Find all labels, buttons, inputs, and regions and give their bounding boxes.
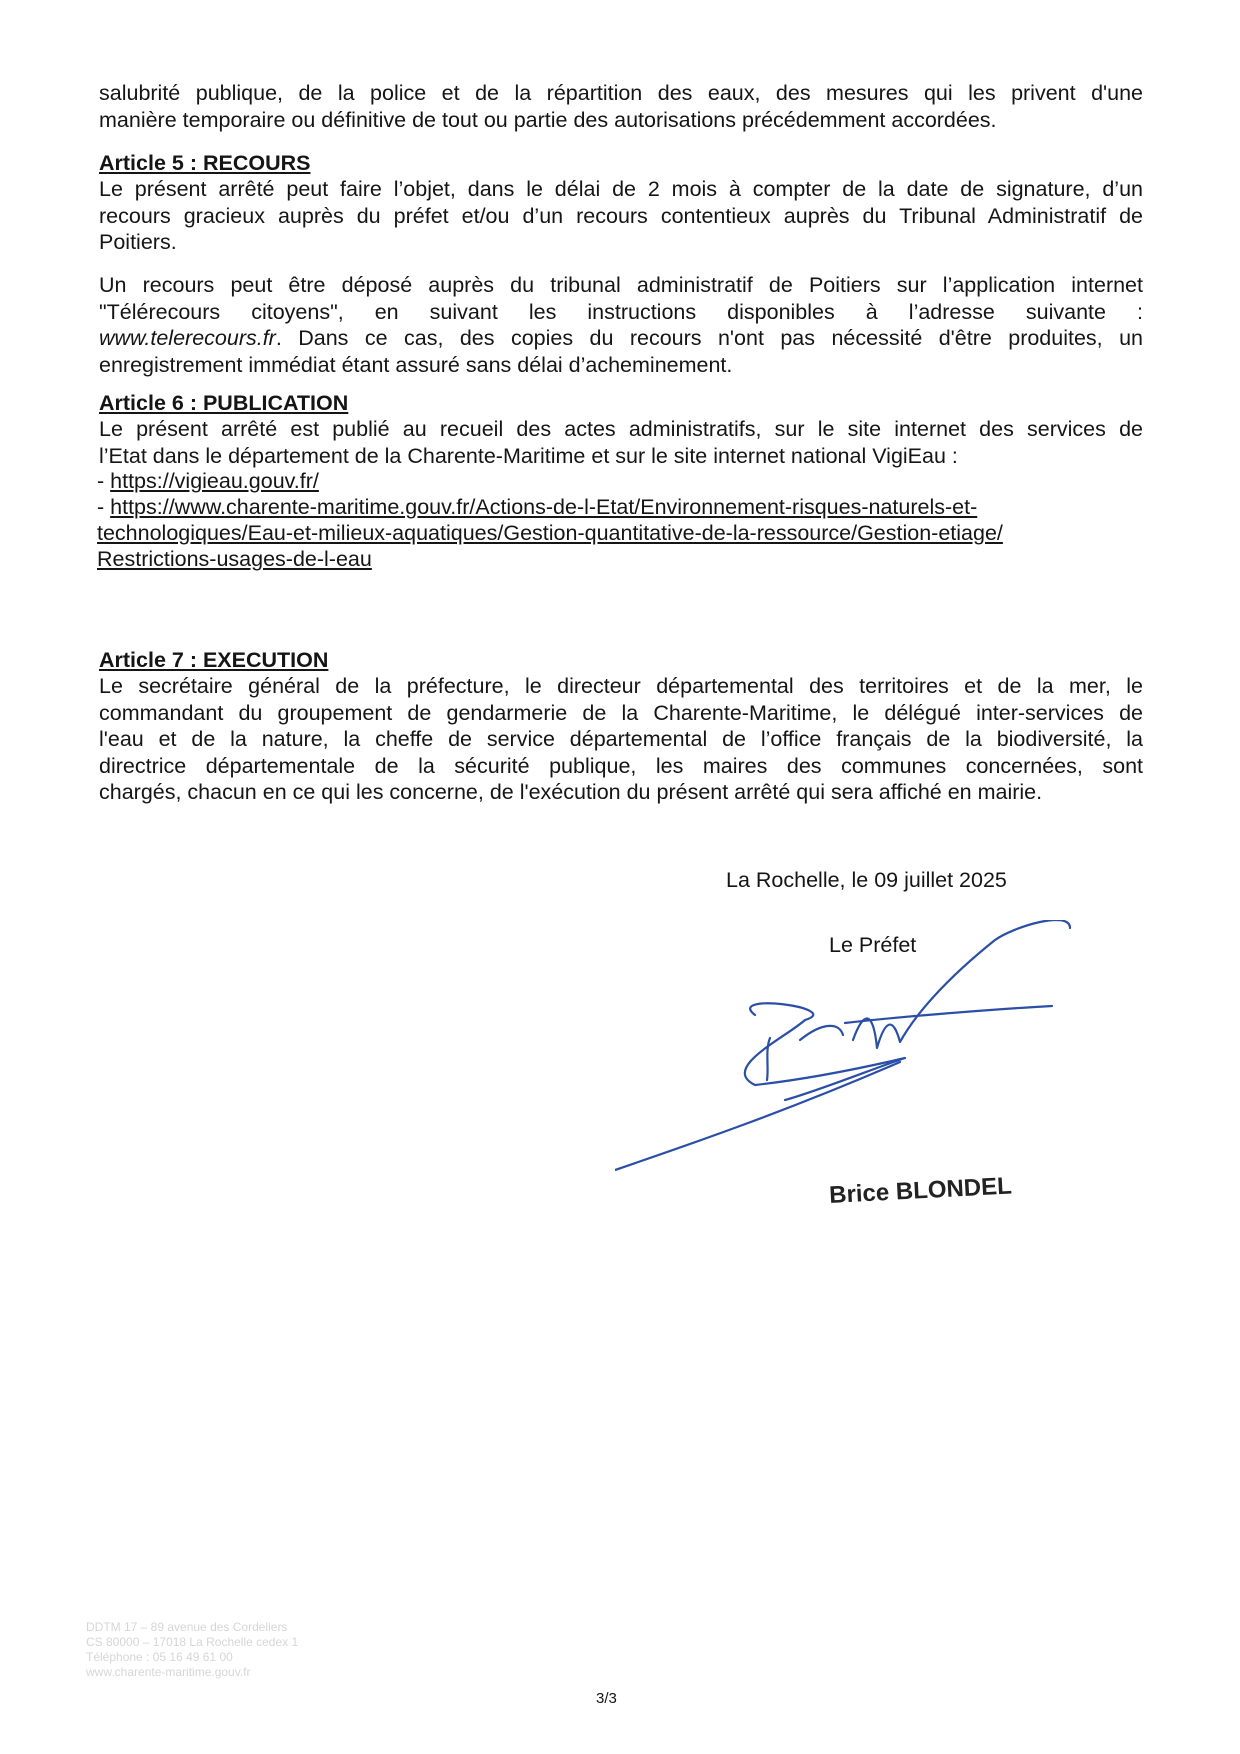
publication-links [97,468,1147,572]
article-5-text: . Dans ce cas, des copies du recours n'ont pas nécessité d'être produites, un [275,326,1143,350]
footer-line: DDTM 17 – 89 avenue des Cordeliers [86,1620,288,1634]
article-7-heading: Article 7 : EXECUTION [99,648,329,672]
telerecours-url[interactable]: www.telerecours.fr [99,326,276,350]
article-5-line: Un recours peut être déposé auprès du tribunal administratif de Poitiers sur l’application internet [99,273,1143,297]
article-6-line: Le présent arrêté est publié au recueil des actes administratifs, sur le site internet des services de [99,417,1143,441]
signature-stroke [615,1062,900,1170]
link-line [97,494,1147,520]
article-5-paragraph-1 [99,176,1143,256]
link-line [97,520,1147,546]
signature-stroke [800,1026,843,1040]
signature-stroke [745,1003,905,1100]
intro-line: salubrité publique, de la police et de la répartition des eaux, des mesures qui les privent d'une [99,81,1143,105]
article-7-line: Le secrétaire général de la préfecture, le directeur départemental des territoires et de la mer, le [99,674,1143,698]
footer-line: Téléphone : 05 16 49 61 00 [86,1650,233,1664]
page-number: 3/3 [596,1690,617,1707]
signer-first-name: Brice [828,1178,890,1210]
article-6-heading: Article 6 : PUBLICATION [99,391,349,415]
intro-paragraph [99,80,1143,133]
article-5-line: recours gracieux auprès du préfet et/ou d’un recours contentieux auprès du Tribunal Administratif de [99,203,1143,228]
article-5-line: Poitiers. [99,230,177,254]
article-7-line: directrice départementale de la sécurité publique, les maires des communes concernées, sont [99,753,1143,778]
article-5-line [99,325,1143,352]
prefecture-link-part[interactable]: technologiques/Eau-et-milieux-aquatiques/Gestion-quantitative-de-la-ressource/Gestion-etiage/ [97,521,1003,545]
article-7-line: chargés, chacun en ce qui les concerne, de l'exécution du présent arrêté qui sera affiché en mairie. [99,780,1043,804]
prefecture-link-part[interactable]: Restrictions-usages-de-l-eau [97,547,372,571]
signature-stroke [845,1006,1052,1023]
prefecture-link-part[interactable]: https://www.charente-maritime.gouv.fr/Actions-de-l-Etat/Environnement-risques-naturels-et- [110,495,978,519]
article-5-line: "Télérecours citoyens", en suivant les instructions disponibles à l’adresse suivante : [99,299,1143,324]
article-6-paragraph [99,416,1143,469]
article-5-paragraph-2 [99,272,1143,378]
list-dash: - [97,495,111,519]
vigieau-link[interactable]: https://vigieau.gouv.fr/ [110,469,319,493]
article-7-line: commandant du groupement de gendarmerie de la Charente-Maritime, le délégué inter-services de [99,700,1143,725]
handwritten-signature [615,920,1085,1180]
signer-last-name: BLONDEL [895,1172,1013,1206]
article-5-line: enregistrement immédiat étant assuré sans délai d’acheminement. [99,352,733,377]
article-5-line: Le présent arrêté peut faire l’objet, dans le délai de 2 mois à compter de la date de signature, d’un [99,177,1143,201]
signer-title: Le Préfet [829,933,917,957]
signature-stroke [853,920,1070,1048]
article-7-paragraph [99,673,1143,806]
article-6-line: l’Etat dans le département de la Charente-Maritime et sur le site internet national VigiEau : [99,443,958,468]
intro-line: manière temporaire ou définitive de tout ou partie des autorisations précédemment accordées. [99,107,997,132]
list-dash: - [97,469,111,493]
footer-address [86,1620,298,1680]
footer-line: CS 80000 – 17018 La Rochelle cedex 1 [86,1635,299,1649]
place-and-date: La Rochelle, le 09 juillet 2025 [726,868,1007,892]
link-line [97,468,1147,494]
footer-line: www.charente-maritime.gouv.fr [86,1665,251,1679]
link-line [97,546,1147,572]
article-5-heading: Article 5 : RECOURS [99,151,311,175]
article-7-line: l'eau et de la nature, la cheffe de service départemental de l’office français de la biodiversité, la [99,727,1143,751]
